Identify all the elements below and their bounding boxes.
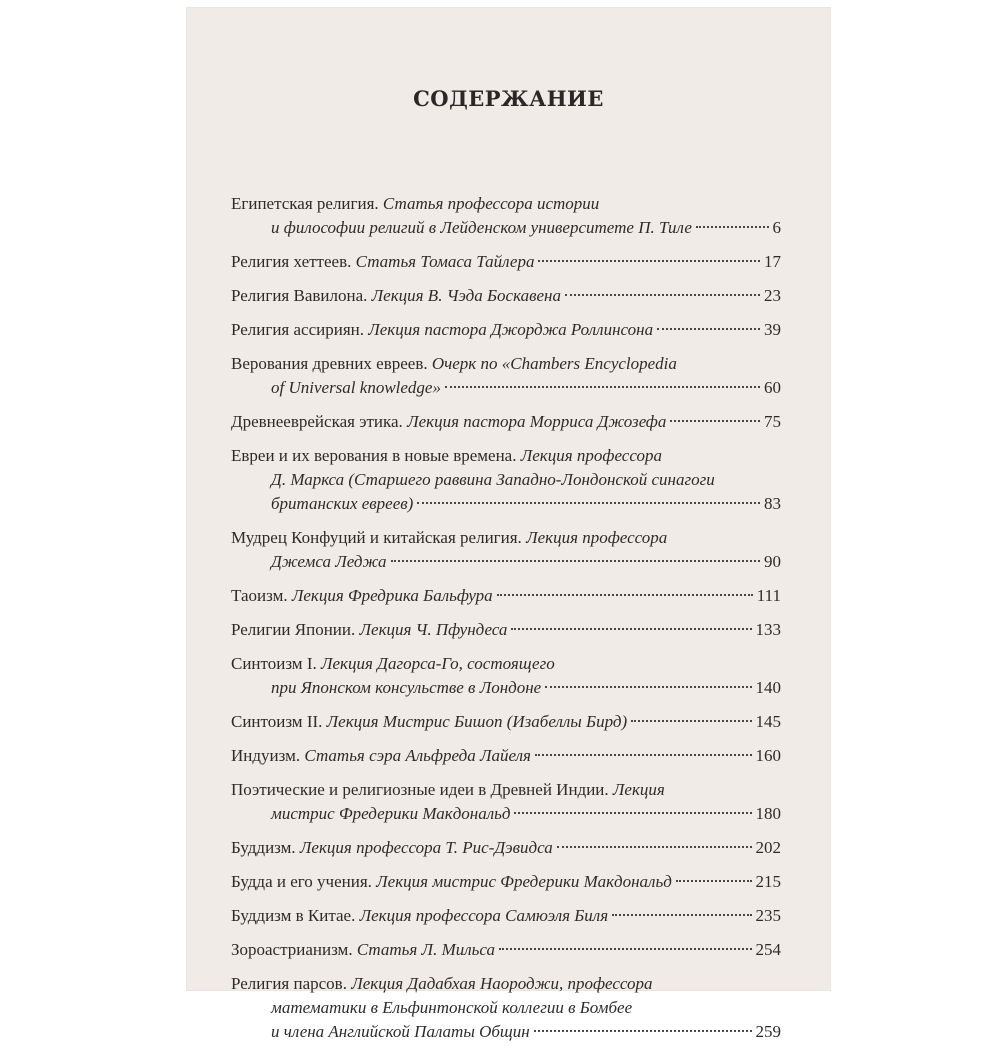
dot-leader (391, 560, 760, 562)
toc-description: мистрис Фредерики Макдональд (271, 804, 511, 823)
toc-description: Лекция профессора Самюэля Биля (359, 906, 609, 925)
toc-description: британских евреев) (271, 494, 414, 513)
toc-entry (231, 870, 781, 894)
toc-description: Статья Томаса Тайлера (355, 252, 535, 271)
toc-entry (231, 972, 781, 1044)
toc-description: Статья профессора истории (382, 194, 600, 213)
toc-line (231, 584, 781, 608)
toc-topic: Религия Вавилона. (231, 286, 368, 305)
toc-topic: Таоизм. (231, 586, 288, 605)
toc-entry (231, 318, 781, 342)
dot-leader (676, 880, 752, 882)
book-page (187, 8, 830, 1041)
toc-description: Статья сэра Альфреда Лайеля (304, 746, 531, 765)
toc-description: of Universal knowledge» (271, 378, 441, 397)
toc-description: Лекция мистрис Фредерики Макдональд (376, 872, 672, 891)
toc-line (231, 216, 781, 240)
toc-description: Лекция Дагорса-Го, состоящего (320, 654, 555, 673)
toc-description: Лекция (612, 780, 665, 799)
toc-topic: Мудрец Конфуций и китайская религия. (231, 528, 522, 547)
dot-leader (565, 294, 760, 296)
page-number: 75 (764, 412, 781, 431)
toc-topic: Верования древних евреев. (231, 354, 428, 373)
toc-line (231, 284, 781, 308)
page-number: 202 (755, 838, 781, 857)
page-number: 215 (755, 872, 781, 891)
page-title: СОДЕРЖАНИЕ (413, 86, 604, 111)
page-number: 90 (764, 552, 781, 571)
toc-topic: Евреи и их верования в новые времена. (231, 446, 517, 465)
toc-topic: Египетская религия. (231, 194, 379, 213)
page-number: 83 (764, 494, 781, 513)
toc-line (231, 836, 781, 860)
toc-line (231, 778, 781, 802)
toc-topic: Религия ассириян. (231, 320, 364, 339)
toc-description: при Японском консульстве в Лондоне (271, 678, 542, 697)
toc-topic: Древнееврейская этика. (231, 412, 403, 431)
toc-line (231, 376, 781, 400)
toc-entry (231, 352, 781, 400)
toc-description: Лекция профессора Т. Рис-Дэвидса (299, 838, 553, 857)
toc-line (231, 192, 781, 216)
toc-line (231, 972, 781, 996)
page-number: 259 (755, 1022, 781, 1041)
page-number: 160 (755, 746, 781, 765)
toc-line (231, 526, 781, 550)
toc-entry (231, 904, 781, 928)
toc-entry (231, 584, 781, 608)
toc-topic: Синтоизм II. (231, 712, 323, 731)
toc-topic: Синтоизм I. (231, 654, 317, 673)
dot-leader (612, 914, 751, 916)
dot-leader (538, 260, 760, 262)
toc-entry (231, 526, 781, 574)
page-number: 6 (772, 218, 781, 237)
toc-description: Лекция профессора (520, 446, 662, 465)
table-of-contents (231, 192, 781, 1054)
toc-topic: Будда и его учения. (231, 872, 372, 891)
toc-line (231, 492, 781, 516)
dot-leader (511, 628, 751, 630)
dot-leader (670, 420, 760, 422)
toc-line (231, 468, 781, 492)
toc-entry (231, 410, 781, 434)
dot-leader (499, 948, 752, 950)
toc-line (231, 550, 781, 574)
toc-description: математики в Ельфинтонской коллегии в Бомбее (271, 998, 633, 1017)
page-number: 133 (755, 620, 781, 639)
toc-entry (231, 250, 781, 274)
page-number: 23 (764, 286, 781, 305)
toc-line (231, 250, 781, 274)
dot-leader (545, 686, 751, 688)
page-number: 111 (756, 586, 781, 605)
page-number: 17 (764, 252, 781, 271)
page-number: 60 (764, 378, 781, 397)
dot-leader (557, 846, 752, 848)
toc-description: и члена Английской Палаты Общин (271, 1022, 530, 1041)
toc-line (231, 652, 781, 676)
toc-line (231, 410, 781, 434)
toc-line (231, 618, 781, 642)
toc-entry (231, 444, 781, 516)
dot-leader (417, 502, 760, 504)
toc-description: Лекция пастора Морриса Джозефа (407, 412, 667, 431)
toc-description: Лекция профессора (526, 528, 668, 547)
toc-line (231, 938, 781, 962)
dot-leader (696, 226, 769, 228)
toc-line (231, 444, 781, 468)
toc-description: Статья Л. Мильса (356, 940, 495, 959)
toc-description: Очерк по «Chambers Encyclopedia (431, 354, 677, 373)
toc-entry (231, 778, 781, 826)
page-number: 180 (755, 804, 781, 823)
toc-entry (231, 938, 781, 962)
toc-line (231, 744, 781, 768)
page-number: 145 (755, 712, 781, 731)
toc-description: Д. Маркса (Старшего раввина Западно-Лондонской синагоги (271, 470, 715, 489)
toc-topic: Зороастрианизм. (231, 940, 353, 959)
toc-line (231, 870, 781, 894)
page-number: 39 (764, 320, 781, 339)
toc-entry (231, 710, 781, 734)
toc-description: Лекция Ч. Пфундеса (359, 620, 508, 639)
page-number: 235 (755, 906, 781, 925)
toc-topic: Религия хеттеев. (231, 252, 352, 271)
dot-leader (514, 812, 751, 814)
toc-line (231, 802, 781, 826)
dot-leader (534, 1030, 752, 1032)
toc-line (231, 710, 781, 734)
toc-entry (231, 744, 781, 768)
toc-description: Лекция В. Чэда Боскавена (371, 286, 561, 305)
page-number: 140 (755, 678, 781, 697)
toc-entry (231, 652, 781, 700)
toc-topic: Поэтические и религиозные идеи в Древней Индии. (231, 780, 609, 799)
toc-topic: Буддизм в Китае. (231, 906, 356, 925)
toc-description: и философии религий в Лейденском университете П. Тиле (271, 218, 692, 237)
toc-description: Лекция Мистрис Бишоп (Изабеллы Бирд) (326, 712, 628, 731)
toc-topic: Религии Японии. (231, 620, 356, 639)
dot-leader (657, 328, 760, 330)
toc-line (231, 318, 781, 342)
toc-description: Лекция Фредрика Бальфура (291, 586, 493, 605)
toc-entry (231, 284, 781, 308)
toc-entry (231, 618, 781, 642)
toc-line (231, 352, 781, 376)
dot-leader (445, 386, 760, 388)
toc-line (231, 904, 781, 928)
toc-description: Лекция Дадабхая Наороджи, профессора (351, 974, 653, 993)
toc-topic: Религия парсов. (231, 974, 347, 993)
page-number: 254 (755, 940, 781, 959)
toc-entry (231, 836, 781, 860)
toc-description: Лекция пастора Джорджа Роллинсона (368, 320, 654, 339)
toc-line (231, 1020, 781, 1044)
toc-description: Джемса Леджа (271, 552, 387, 571)
dot-leader (497, 594, 753, 596)
toc-topic: Индуизм. (231, 746, 301, 765)
toc-line (231, 676, 781, 700)
toc-topic: Буддизм. (231, 838, 296, 857)
dot-leader (631, 720, 751, 722)
dot-leader (535, 754, 752, 756)
toc-entry (231, 192, 781, 240)
